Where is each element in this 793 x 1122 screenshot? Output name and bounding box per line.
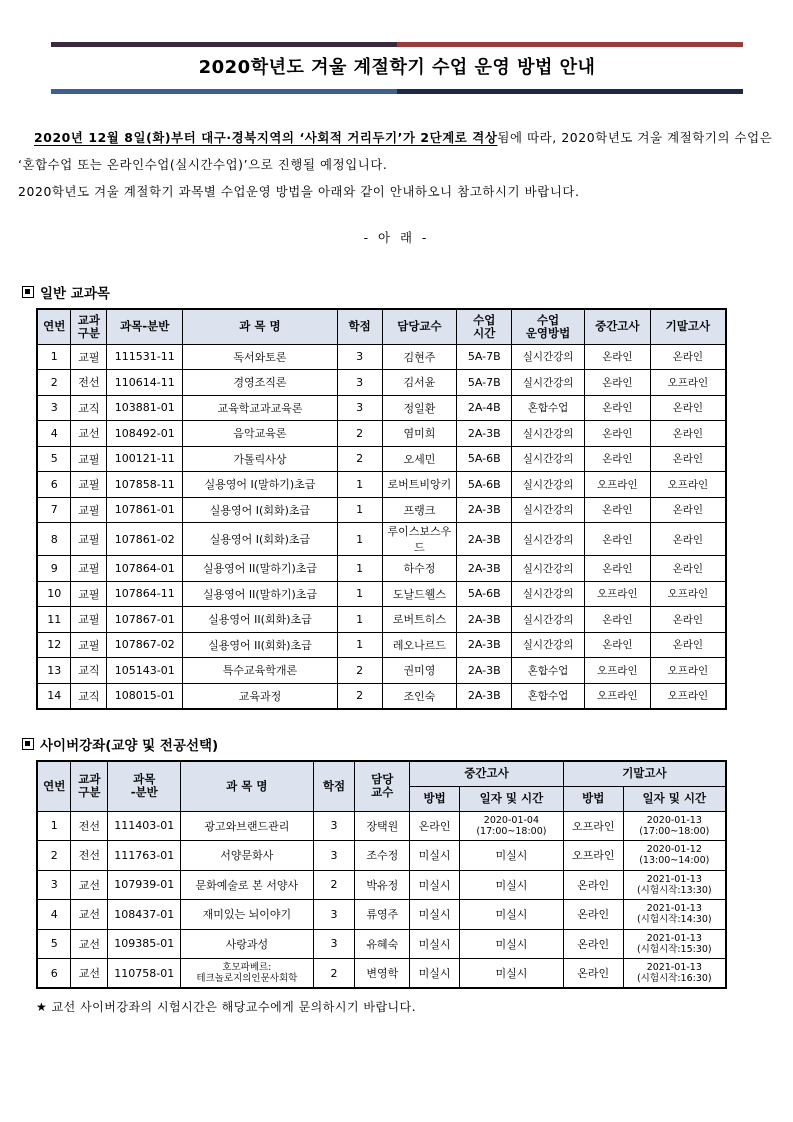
- header-professor: 담당 교수: [355, 761, 410, 811]
- cell-no: 4: [37, 421, 71, 447]
- cell-code: 107861-01: [107, 497, 183, 523]
- cell-code: 107867-01: [107, 607, 183, 633]
- cell-professor: 프랭크: [382, 497, 457, 523]
- header-type: 교과 구분: [71, 761, 108, 811]
- cell-professor: 장택원: [355, 811, 410, 841]
- cell-code: 103881-01: [107, 395, 183, 421]
- cell-midterm: 온라인: [584, 421, 650, 447]
- cell-course-name: 서양문화사: [181, 841, 313, 871]
- cell-professor: 염미희: [382, 421, 457, 447]
- cell-final: 온라인: [650, 421, 726, 447]
- notice-heading: - 아 래 -: [363, 230, 430, 245]
- cell-mid-datetime: 미실시: [459, 900, 563, 930]
- cell-mid-datetime: 미실시: [459, 929, 563, 959]
- cell-type: 교필: [71, 632, 107, 658]
- cell-code: 107864-01: [107, 556, 183, 582]
- cell-type: 교필: [71, 497, 107, 523]
- cell-credit: 3: [313, 841, 355, 871]
- cell-credit: 1: [337, 607, 382, 633]
- table-row: [37, 581, 726, 607]
- cell-course-name: 교육학교과교육론: [183, 395, 337, 421]
- cell-professor: 정일환: [382, 395, 457, 421]
- cell-method: 실시간강의: [512, 523, 585, 556]
- cell-professor: 김현주: [382, 344, 457, 370]
- cyber-course-table: [36, 760, 727, 989]
- table-row: [37, 370, 726, 396]
- header-course-name: 과 목 명: [181, 761, 313, 811]
- cell-method: 실시간강의: [512, 472, 585, 498]
- cell-professor: 김서윤: [382, 370, 457, 396]
- cell-type: 교선: [71, 929, 108, 959]
- cell-no: 5: [37, 446, 71, 472]
- cell-type: 교필: [71, 446, 107, 472]
- section-heading-text: 일반 교과목: [40, 286, 110, 302]
- cell-method: 실시간강의: [512, 421, 585, 447]
- footnote: ★ 교선 사이버강좌의 시험시간은 해당교수에게 문의하시기 바랍니다.: [36, 1000, 417, 1014]
- table-row: [37, 658, 726, 684]
- title-block: [51, 42, 743, 94]
- cell-professor: 오세민: [382, 446, 457, 472]
- table-row: [37, 344, 726, 370]
- cell-credit: 2: [337, 421, 382, 447]
- cell-time: 5A-6B: [457, 581, 512, 607]
- cell-code: 105143-01: [107, 658, 183, 684]
- cell-no: 2: [37, 841, 71, 871]
- cell-course-name: 특수교육학개론: [183, 658, 337, 684]
- header-final: 기말고사: [563, 761, 726, 786]
- cell-method: 실시간강의: [512, 344, 585, 370]
- intro-text-line3: 2020학년도 겨울 계절학기 과목별 수업운영 방법을 아래와 같이 안내하오니 참고하시기 바랍니다.: [18, 184, 580, 199]
- cell-type: 교선: [71, 421, 107, 447]
- cell-type: 전선: [71, 811, 108, 841]
- header-final-method: 방법: [563, 786, 623, 811]
- cell-method: 혼합수업: [512, 658, 585, 684]
- cell-time: 2A-4B: [457, 395, 512, 421]
- cell-time: 5A-7B: [457, 344, 512, 370]
- cell-final: 온라인: [650, 395, 726, 421]
- cell-credit: 2: [313, 959, 355, 989]
- cell-mid-method: 온라인: [410, 811, 460, 841]
- cell-final-method: 온라인: [563, 929, 623, 959]
- cell-code: 107867-02: [107, 632, 183, 658]
- cell-time: 2A-3B: [457, 658, 512, 684]
- cell-no: 6: [37, 959, 71, 989]
- cell-final: 오프라인: [650, 683, 726, 709]
- cell-final-datetime: 2020-01-13 (17:00~18:00): [623, 811, 726, 841]
- cell-no: 11: [37, 607, 71, 633]
- cell-midterm: 온라인: [584, 497, 650, 523]
- cell-final: 오프라인: [650, 370, 726, 396]
- header-no: 연번: [37, 309, 71, 344]
- cell-type: 교선: [71, 959, 108, 989]
- cell-no: 4: [37, 900, 71, 930]
- cell-method: 실시간강의: [512, 446, 585, 472]
- cell-type: 교선: [71, 900, 108, 930]
- cell-credit: 3: [337, 395, 382, 421]
- cell-code: 111763-01: [108, 841, 181, 871]
- cell-method: 실시간강의: [512, 607, 585, 633]
- cell-course-name: 음악교육론: [183, 421, 337, 447]
- cell-mid-datetime: 2020-01-04 (17:00~18:00): [459, 811, 563, 841]
- intro-text: 됨에 따라, 2020학년도 겨울 계절학기의 수업은 ‘혼합수업 또는 온라인수업(실시간수업)’으로 진행될 예정입니다.: [18, 130, 773, 172]
- cell-no: 13: [37, 658, 71, 684]
- header-credit: 학점: [313, 761, 355, 811]
- cell-credit: 3: [337, 370, 382, 396]
- header-course-name: 과 목 명: [183, 309, 337, 344]
- cell-professor: 유혜숙: [355, 929, 410, 959]
- cell-midterm: 온라인: [584, 556, 650, 582]
- cell-no: 1: [37, 344, 71, 370]
- cell-course-name: 실용영어 I(말하기)초급: [183, 472, 337, 498]
- cell-course-name: 실용영어 I(회화)초급: [183, 523, 337, 556]
- title-bottom-rule: [51, 89, 743, 94]
- cell-time: 2A-3B: [457, 421, 512, 447]
- cell-method: 실시간강의: [512, 632, 585, 658]
- cell-midterm: 오프라인: [584, 581, 650, 607]
- table-row: [37, 632, 726, 658]
- cell-final: 오프라인: [650, 658, 726, 684]
- cell-course-name: 실용영어 II(회화)초급: [183, 607, 337, 633]
- cell-no: 7: [37, 497, 71, 523]
- cell-code: 107861-02: [107, 523, 183, 556]
- cell-final: 온라인: [650, 607, 726, 633]
- cell-professor: 로버트히스: [382, 607, 457, 633]
- cell-mid-method: 미실시: [410, 900, 460, 930]
- cell-credit: 2: [337, 446, 382, 472]
- header-final-datetime: 일자 및 시간: [623, 786, 726, 811]
- section-heading-text: 사이버강좌(교양 및 전공선택): [40, 738, 219, 754]
- header-no: 연번: [37, 761, 71, 811]
- cell-credit: 1: [337, 581, 382, 607]
- cell-final: 온라인: [650, 344, 726, 370]
- table-row: [37, 959, 726, 989]
- cell-code: 107858-11: [107, 472, 183, 498]
- section-heading-general: [22, 282, 110, 302]
- cell-professor: 하수정: [382, 556, 457, 582]
- cell-professor: 류영주: [355, 900, 410, 930]
- cell-mid-method: 미실시: [410, 959, 460, 989]
- header-code: 과목-분반: [107, 309, 183, 344]
- cell-credit: 3: [313, 929, 355, 959]
- cell-type: 교직: [71, 683, 107, 709]
- cell-course-name: 경영조직론: [183, 370, 337, 396]
- cell-final: 온라인: [650, 556, 726, 582]
- cell-credit: 1: [337, 632, 382, 658]
- cell-final-datetime: 2021-01-13 (시험시작:15:30): [623, 929, 726, 959]
- cell-mid-method: 미실시: [410, 841, 460, 871]
- cell-type: 교필: [71, 607, 107, 633]
- table-row: [37, 556, 726, 582]
- cell-code: 107939-01: [108, 870, 181, 900]
- header-mid-method: 방법: [410, 786, 460, 811]
- cell-time: 5A-7B: [457, 370, 512, 396]
- cell-method: 혼합수업: [512, 395, 585, 421]
- cell-code: 107864-11: [107, 581, 183, 607]
- header-class-time: 수업 시간: [457, 309, 512, 344]
- cell-time: 2A-3B: [457, 523, 512, 556]
- cell-no: 14: [37, 683, 71, 709]
- table-row: [37, 929, 726, 959]
- cell-no: 10: [37, 581, 71, 607]
- header-class-method: 수업 운영방법: [512, 309, 585, 344]
- cell-final: 온라인: [650, 446, 726, 472]
- cell-type: 교필: [71, 556, 107, 582]
- cell-final: 온라인: [650, 632, 726, 658]
- cell-code: 111531-11: [107, 344, 183, 370]
- cell-method: 실시간강의: [512, 497, 585, 523]
- table-row: [37, 683, 726, 709]
- page-title: 2020학년도 겨울 계절학기 수업 운영 방법 안내: [198, 57, 596, 78]
- cell-final: 온라인: [650, 497, 726, 523]
- cell-no: 2: [37, 370, 71, 396]
- cell-type: 교직: [71, 658, 107, 684]
- table-row: [37, 811, 726, 841]
- cell-midterm: 온라인: [584, 632, 650, 658]
- header-mid-datetime: 일자 및 시간: [459, 786, 563, 811]
- cell-final: 오프라인: [650, 581, 726, 607]
- cell-course-name: 문화예술로 본 서양사: [181, 870, 313, 900]
- cell-credit: 1: [337, 523, 382, 556]
- cell-midterm: 오프라인: [584, 658, 650, 684]
- cell-course-name: 실용영어 I(회화)초급: [183, 497, 337, 523]
- cell-midterm: 온라인: [584, 370, 650, 396]
- cell-type: 교선: [71, 870, 108, 900]
- cell-credit: 3: [337, 344, 382, 370]
- cell-professor: 로버트비앙키: [382, 472, 457, 498]
- cell-course-name: 재미있는 뇌이야기: [181, 900, 313, 930]
- cell-mid-method: 미실시: [410, 929, 460, 959]
- table-row: [37, 523, 726, 556]
- cell-final-method: 오프라인: [563, 811, 623, 841]
- cell-no: 3: [37, 395, 71, 421]
- header-professor: 담당교수: [382, 309, 457, 344]
- cell-professor: 도날드웰스: [382, 581, 457, 607]
- cell-course-name: 가톨릭사상: [183, 446, 337, 472]
- cell-time: 2A-3B: [457, 632, 512, 658]
- cell-no: 5: [37, 929, 71, 959]
- cell-type: 전선: [71, 841, 108, 871]
- square-bullet-icon: [22, 286, 34, 298]
- cell-time: 5A-6B: [457, 472, 512, 498]
- table-row: [37, 421, 726, 447]
- cell-professor: 조수정: [355, 841, 410, 871]
- cell-code: 110614-11: [107, 370, 183, 396]
- cell-professor: 변영학: [355, 959, 410, 989]
- cell-time: 2A-3B: [457, 607, 512, 633]
- cell-midterm: 온라인: [584, 395, 650, 421]
- cell-midterm: 오프라인: [584, 683, 650, 709]
- header-type: 교과 구분: [71, 309, 107, 344]
- cell-code: 110758-01: [108, 959, 181, 989]
- cell-method: 실시간강의: [512, 581, 585, 607]
- cell-professor: 조인숙: [382, 683, 457, 709]
- section-heading-cyber: [22, 734, 218, 754]
- cell-course-name: 호모파베르: 테크놀로지의인문사회학: [181, 959, 313, 989]
- cell-time: 2A-3B: [457, 556, 512, 582]
- cell-final: 온라인: [650, 523, 726, 556]
- cell-type: 교필: [71, 344, 107, 370]
- cell-code: 108015-01: [107, 683, 183, 709]
- cell-credit: 2: [337, 683, 382, 709]
- cell-no: 8: [37, 523, 71, 556]
- cell-credit: 1: [337, 556, 382, 582]
- cell-code: 108437-01: [108, 900, 181, 930]
- cell-credit: 1: [337, 497, 382, 523]
- cell-time: 2A-3B: [457, 497, 512, 523]
- cell-course-name: 실용영어 II(회화)초급: [183, 632, 337, 658]
- cell-course-name: 사랑과성: [181, 929, 313, 959]
- cell-midterm: 온라인: [584, 607, 650, 633]
- cell-type: 교직: [71, 395, 107, 421]
- header-midterm: 중간고사: [584, 309, 650, 344]
- cell-type: 교필: [71, 523, 107, 556]
- table-row: [37, 841, 726, 871]
- cell-credit: 2: [313, 870, 355, 900]
- cell-type: 전선: [71, 370, 107, 396]
- cell-mid-method: 미실시: [410, 870, 460, 900]
- header-final: 기말고사: [650, 309, 726, 344]
- cell-type: 교필: [71, 581, 107, 607]
- cell-mid-datetime: 미실시: [459, 870, 563, 900]
- cell-professor: 루이스보스우드: [382, 523, 457, 556]
- cell-professor: 권미영: [382, 658, 457, 684]
- cell-no: 3: [37, 870, 71, 900]
- cell-final-datetime: 2020-01-12 (13:00~14:00): [623, 841, 726, 871]
- cell-final: 오프라인: [650, 472, 726, 498]
- cell-final-method: 온라인: [563, 959, 623, 989]
- table-row: [37, 395, 726, 421]
- header-code: 과목 -분반: [108, 761, 181, 811]
- cell-professor: 레오나르드: [382, 632, 457, 658]
- cell-method: 실시간강의: [512, 370, 585, 396]
- general-course-table: [36, 308, 727, 710]
- cell-professor: 박유정: [355, 870, 410, 900]
- cell-credit: 2: [337, 658, 382, 684]
- cell-time: 2A-3B: [457, 683, 512, 709]
- intro-highlight: 2020년 12월 8일(화)부터 대구·경북지역의 ‘사회적 거리두기’가 2단계로 격상: [34, 130, 498, 145]
- cell-credit: 3: [313, 811, 355, 841]
- square-bullet-icon: [22, 738, 34, 750]
- cell-course-name: 실용영어 II(말하기)초급: [183, 581, 337, 607]
- table-row: [37, 607, 726, 633]
- header-credit: 학점: [337, 309, 382, 344]
- cell-midterm: 오프라인: [584, 472, 650, 498]
- cell-credit: 3: [313, 900, 355, 930]
- cell-midterm: 온라인: [584, 446, 650, 472]
- cell-final-method: 온라인: [563, 900, 623, 930]
- cell-code: 109385-01: [108, 929, 181, 959]
- table-row: [37, 900, 726, 930]
- table-row: [37, 446, 726, 472]
- cell-credit: 1: [337, 472, 382, 498]
- cell-final-method: 온라인: [563, 870, 623, 900]
- cell-no: 1: [37, 811, 71, 841]
- intro-paragraph: [18, 124, 778, 205]
- cell-midterm: 온라인: [584, 344, 650, 370]
- cell-time: 5A-6B: [457, 446, 512, 472]
- cell-type: 교필: [71, 472, 107, 498]
- cell-final-datetime: 2021-01-13 (시험시작:16:30): [623, 959, 726, 989]
- cell-course-name: 실용영어 II(말하기)초급: [183, 556, 337, 582]
- cell-no: 12: [37, 632, 71, 658]
- cell-no: 6: [37, 472, 71, 498]
- cell-final-datetime: 2021-01-13 (시험시작:14:30): [623, 900, 726, 930]
- cell-method: 혼합수업: [512, 683, 585, 709]
- cell-code: 108492-01: [107, 421, 183, 447]
- cell-mid-datetime: 미실시: [459, 959, 563, 989]
- table-row: [37, 497, 726, 523]
- header-midterm: 중간고사: [410, 761, 564, 786]
- cell-method: 실시간강의: [512, 556, 585, 582]
- table-row: [37, 472, 726, 498]
- cell-midterm: 온라인: [584, 523, 650, 556]
- cell-code: 100121-11: [107, 446, 183, 472]
- cell-mid-datetime: 미실시: [459, 841, 563, 871]
- table-row: [37, 870, 726, 900]
- cell-course-name: 독서와토론: [183, 344, 337, 370]
- cell-course-name: 광고와브랜드관리: [181, 811, 313, 841]
- cell-no: 9: [37, 556, 71, 582]
- cell-final-method: 오프라인: [563, 841, 623, 871]
- cell-final-datetime: 2021-01-13 (시험시작:13:30): [623, 870, 726, 900]
- cell-code: 111403-01: [108, 811, 181, 841]
- cell-course-name: 교육과정: [183, 683, 337, 709]
